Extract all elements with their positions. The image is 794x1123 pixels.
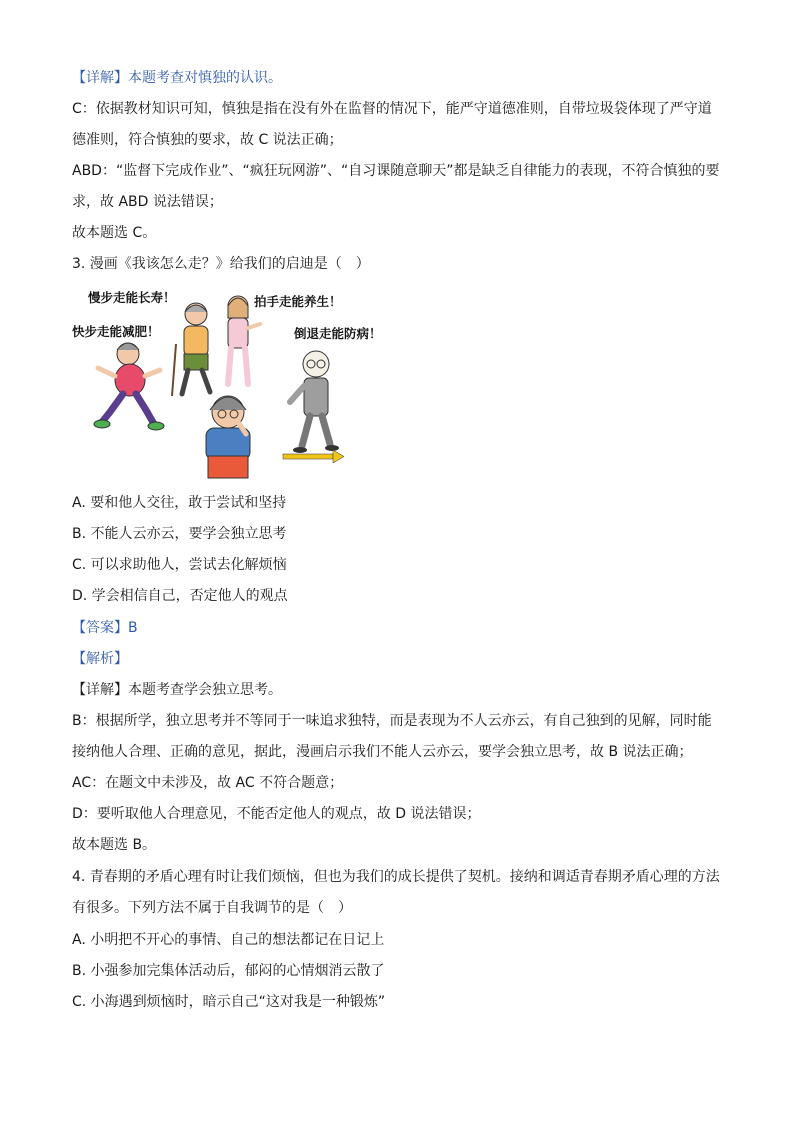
q3-detail: 【详解】本题考查学会独立思考。	[72, 682, 282, 698]
q3-stem: 3. 漫画《我该怎么走？》给我们的启迪是（ ）	[72, 256, 370, 272]
q3-option-a: A. 要和他人交往，敢于尝试和坚持	[72, 495, 287, 511]
detail-label: 【详解】本题考查对慎独的认识。	[72, 70, 282, 86]
caption-backward-walk: 倒退走能防病！	[294, 326, 382, 341]
q3-option-c: C. 可以求助他人，尝试去化解烦恼	[72, 557, 287, 573]
backward-walker-figure	[290, 351, 339, 453]
q3-b-line1: B：根据所学，独立思考并不等同于一味追求独特，而是表现为不人云亦云，有自己独到的见解，同时能	[72, 713, 712, 729]
caption-fast-walk: 快步走能减肥！	[72, 324, 160, 339]
clapping-walker-figure	[228, 296, 260, 384]
caption-clap-walk: 拍手走能养生！	[254, 294, 342, 309]
fast-walker-figure	[94, 343, 164, 430]
q3-analysis	[72, 649, 128, 669]
q4-option-c: C. 小海遇到烦恼时，暗示自己“这对我是一种锻炼”	[72, 994, 386, 1010]
q3-d-line: D：要听取他人合理意见，不能否定他人的观点，故 D 说法错误；	[72, 806, 481, 822]
thinking-woman-figure	[206, 396, 250, 478]
answer-label: 【答案】B	[72, 620, 138, 636]
q4-option-b: B. 小强参加完集体活动后，郁闷的心情烟消云散了	[72, 963, 385, 979]
slow-walker-figure	[172, 303, 210, 396]
caption-slow-walk: 慢步走能长寿！	[88, 290, 176, 305]
q4-stem-line2: 有很多。下列方法不属于自我调节的是（ ）	[72, 900, 352, 916]
analysis-label: 【解析】	[72, 651, 128, 667]
s1-conclusion: 故本题选 C。	[72, 225, 157, 241]
s1-abd-line1: ABD：“监督下完成作业”、“疯狂玩网游”、“自习课随意聊天”都是缺乏自律能力的表现，不符合慎独的要	[72, 163, 720, 179]
s1-c-line1: C：依据教材知识可知，慎独是指在没有外在监督的情况下，能严守道德准则，自带垃圾袋体现了严守道	[72, 101, 712, 117]
q3-ac-line: AC：在题文中未涉及，故 AC 不符合题意；	[72, 775, 344, 791]
direction-arrow	[283, 450, 344, 463]
q4-stem-line1: 4. 青春期的矛盾心理有时让我们烦恼，但也为我们的成长提供了契机。接纳和调适青春期矛盾心理的方法	[72, 869, 720, 885]
q3-option-d: D. 学会相信自己，否定他人的观点	[72, 588, 288, 604]
s1-abd-line2: 求，故 ABD 说法错误；	[72, 194, 223, 210]
q4-option-a: A. 小明把不开心的事情、自己的想法都记在日记上	[72, 932, 385, 948]
q3-option-b: B. 不能人云亦云，要学会独立思考	[72, 526, 287, 542]
q3-conclusion: 故本题选 B。	[72, 837, 157, 853]
s1-c-line2: 德准则，符合慎独的要求，故 C 说法正确；	[72, 132, 343, 148]
cartoon-how-should-i-walk	[68, 284, 398, 484]
s1-detail	[72, 68, 282, 88]
q3-answer	[72, 618, 138, 638]
q3-b-line2: 接纳他人合理、正确的意见，据此，漫画启示我们不能人云亦云，要学会独立思考，故 B 说法正确；	[72, 744, 693, 760]
